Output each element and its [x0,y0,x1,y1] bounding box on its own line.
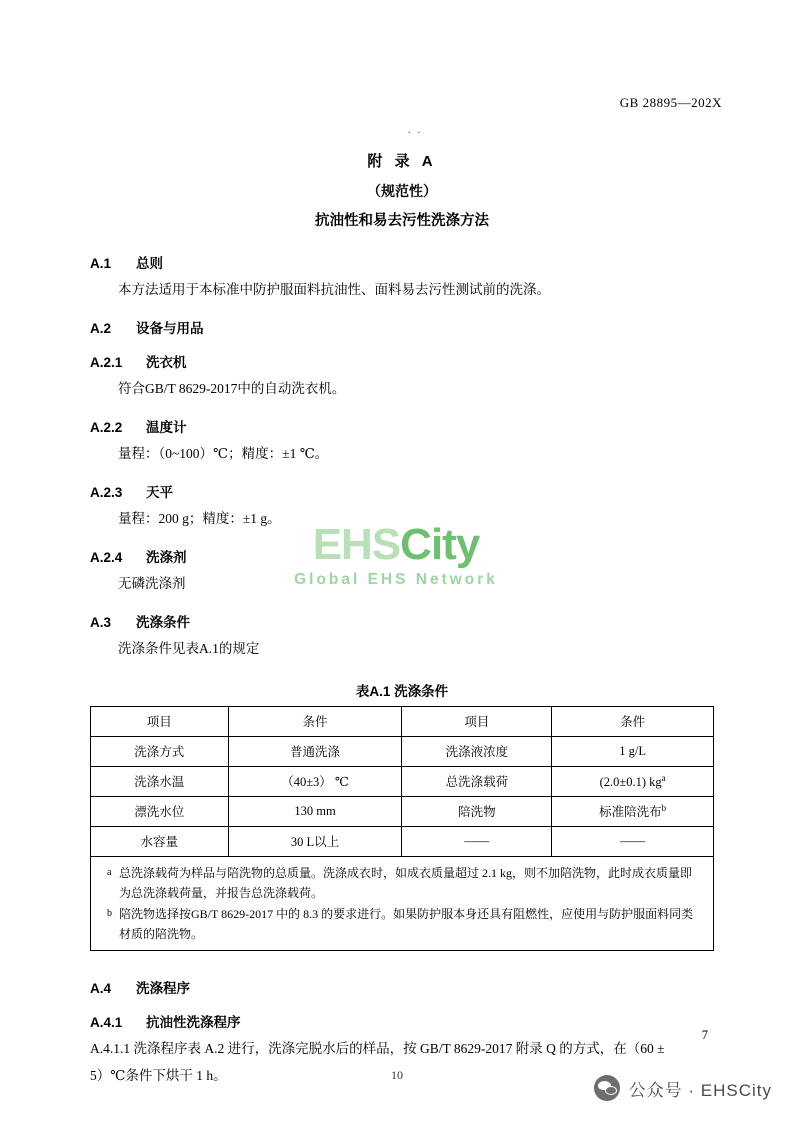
section-heading-a1 [90,252,714,272]
footnote-a [105,863,703,883]
section-title: 设备与用品 [136,320,204,336]
section-heading-a41 [90,1011,714,1031]
section-number: A.4 [90,981,112,997]
table-header-cell: 条件 [228,706,402,736]
watermark-ehs: EHS [312,520,401,569]
table-cell: 漂洗水位 [91,796,229,826]
table-cell: 陪洗物 [402,796,552,826]
table-cell: —— [402,826,552,856]
wash-conditions-table [90,706,714,952]
section-title: 洗涤程序 [136,981,190,997]
table-row [91,796,714,826]
paragraph-a411-line1: A.4.1.1 洗涤程序表 A.2 进行，洗涤完脱水后的样品，按 GB/T 8629-2017 附录 Q 的方式，在（60 ± [90,1041,665,1057]
page-number-bottom: 10 [391,1068,403,1082]
section-heading-a23 [90,481,714,501]
section-number: A.2.4 [90,549,123,565]
section-number: A.2.1 [90,354,123,370]
table-cell [552,796,714,826]
section-heading-a4 [90,977,714,997]
header-dots: . . [408,124,423,136]
footnote-text: 陪洗物选择按GB/T 8629-2017 中的 8.3 的要求进行。如果防护服本身还具有阻燃性，应使用与防护服面料同类 [119,906,694,921]
table-cell: 洗涤液浓度 [402,736,552,766]
footnote-marker-b: b [661,803,667,814]
paragraph-a23: 量程：200 g；精度：±1 g。 [118,510,281,526]
paragraph-a1: 本方法适用于本标准中防护服面料抗油性、面料易去污性测试前的洗涤。 [118,282,550,297]
section-title: 天平 [146,484,173,500]
section-heading-a3 [90,611,714,631]
section-title: 抗油性洗涤程序 [146,1015,241,1031]
table-header-cell: 项目 [402,706,552,736]
table-cell: 1 g/L [552,736,714,766]
section-title: 洗衣机 [146,354,187,370]
paragraph-a22: 量程：（0~100）℃；精度：±1 ℃。 [118,445,329,461]
footnote-marker-a: a [661,772,666,783]
table-notes-cell [91,856,714,951]
table-header-row [91,706,714,736]
footnote-mark: a [107,866,112,878]
paragraph-a24: 无磷洗涤剂 [118,575,186,591]
table-cell: （40±3） ℃ [228,766,402,796]
section-number: A.2.2 [90,419,123,435]
table-row [91,766,714,796]
footnote-mark: b [107,907,112,919]
section-title: 洗涤剂 [146,549,187,565]
table-cell: 洗涤方式 [91,736,229,766]
table-cell: 洗涤水温 [91,766,229,796]
wechat-icon [594,1075,620,1101]
section-title: 总则 [136,256,163,271]
table-cell: 水容量 [91,826,229,856]
section-heading-a2 [90,317,714,337]
footnote-text: 总洗涤载荷为样品与陪洗物的总质量。洗涤成衣时，如成衣质量超过 2.1 kg，则不加陪洗物，此时成衣质量即 [119,865,693,880]
annex-title: 附 录 A [367,153,437,170]
section-number: A.3 [90,614,112,630]
section-number: A.4.1 [90,1015,123,1031]
annex-type: （规范性） [367,183,437,199]
table-header-cell: 条件 [552,706,714,736]
section-number: A.2.3 [90,484,123,500]
footnote-b [105,904,703,924]
section-number: A.1 [90,256,112,271]
table-cell: 30 L以上 [228,826,402,856]
table-cell-value: 标准陪洗布 [599,805,662,820]
page-number-right: 7 [701,1028,708,1042]
document-content [90,150,714,1093]
section-title: 温度计 [146,419,187,435]
annex-name: 抗油性和易去污性洗涤方法 [315,213,489,229]
footnote-b-continued: 材质的陪洗物。 [119,926,204,941]
table-row [91,736,714,766]
watermark-city: City [400,520,480,569]
table-cell: 普通洗涤 [228,736,402,766]
table-cell: 总洗涤载荷 [402,766,552,796]
section-title: 洗涤条件 [136,614,190,630]
table-cell [552,766,714,796]
section-heading-a24 [90,546,714,566]
section-number: A.2 [90,320,112,336]
table-cell: 130 mm [228,796,402,826]
footer-brand-text: 公众号 · EHSCity [628,1080,772,1100]
paragraph-a411-line2: 5）℃条件下烘干 1 h。 [90,1068,227,1084]
footnote-a-continued: 为总洗涤载荷量，并报告总洗涤载荷。 [119,886,324,901]
table-caption: 表A.1 洗涤条件 [355,683,449,699]
footer-brand [594,1075,772,1101]
table-cell-value: (2.0±0.1) kg [599,774,662,789]
table-notes-row [91,856,714,951]
table-cell: —— [552,826,714,856]
watermark-sub: Global EHS Network [294,571,498,588]
table-row [91,826,714,856]
section-heading-a22 [90,416,714,436]
paragraph-a21: 符合GB/T 8629-2017中的自动洗衣机。 [118,380,346,396]
standard-code-header: GB 28895—202X [619,95,722,110]
paragraph-a3: 洗涤条件见表A.1的规定 [118,640,260,656]
table-header-cell: 项目 [91,706,229,736]
section-heading-a21 [90,351,714,371]
